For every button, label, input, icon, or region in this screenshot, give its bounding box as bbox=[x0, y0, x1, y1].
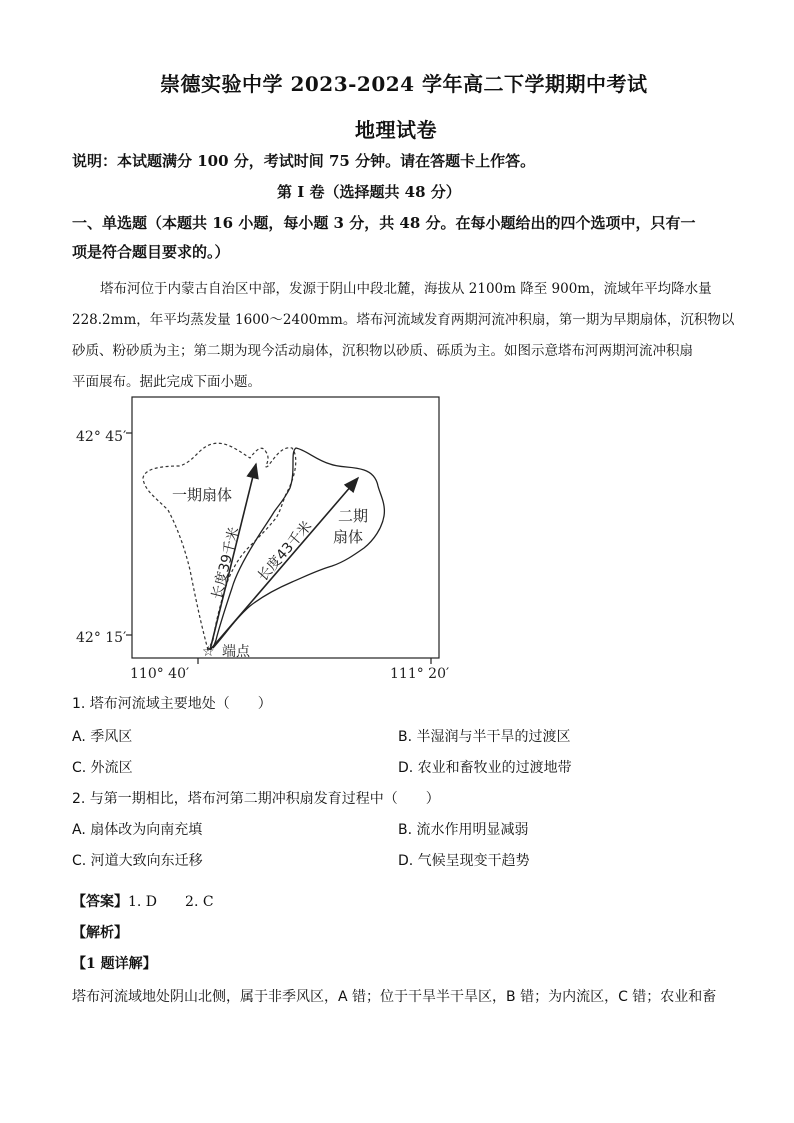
exam-title: 崇德实验中学 2023-2024 学年高二下学期期中考试 bbox=[160, 72, 648, 96]
option-1c[interactable]: C. 外流区 bbox=[72, 760, 133, 776]
endpoint-star-icon: ☆ bbox=[202, 644, 215, 660]
passage-line: 228.2mm，年平均蒸发量 1600～2400mm。塔布河流域发育两期河流冲积扇，第一期为早期扇体，沉积物以 bbox=[72, 312, 735, 328]
option-2a[interactable]: A. 扇体改为向南充填 bbox=[72, 822, 203, 838]
option-1b[interactable]: B. 半湿润与半干旱的过渡区 bbox=[398, 729, 571, 745]
passage-line: 砂质、粉砂质为主；第二期为现今活动扇体，沉积物以砂质、砾质为主。如图示意塔布河两期河流冲积扇 bbox=[72, 343, 693, 359]
map-frame bbox=[132, 397, 439, 658]
fan1-label: 一期扇体 bbox=[172, 486, 233, 504]
option-2d[interactable]: D. 气候呈现变干趋势 bbox=[398, 853, 530, 869]
section-heading-line2: 项是符合题目要求的。） bbox=[72, 243, 230, 261]
fan2-label: 二期 bbox=[338, 507, 369, 525]
arrow1-length-label: 长度39千米 bbox=[209, 525, 243, 601]
lat-label-bottom: 42° 15′ bbox=[76, 630, 127, 646]
option-1d[interactable]: D. 农业和畜牧业的过渡地带 bbox=[398, 760, 572, 776]
section-heading-line1: 一、单选题（本题共 16 小题，每小题 3 分，共 48 分。在每小题给出的四个选项中，只有一 bbox=[72, 214, 696, 232]
lon-label-right: 111° 20′ bbox=[390, 666, 450, 682]
arrow2-length-label: 长度43千米 bbox=[254, 518, 316, 585]
question-2-stem: 2. 与第一期相比，塔布河第二期冲积扇发育过程中（ ） bbox=[72, 791, 440, 807]
lon-label-left: 110° 40′ bbox=[130, 666, 190, 682]
analysis-tag: 【解析】 bbox=[72, 925, 128, 941]
instructions: 说明：本试题满分 100 分，考试时间 75 分钟。请在答题卡上作答。 bbox=[72, 152, 536, 170]
fan2-label: 扇体 bbox=[333, 528, 364, 546]
question-1-stem: 1. 塔布河流域主要地处（ ） bbox=[72, 696, 272, 712]
answer-line bbox=[72, 891, 214, 911]
answer-text: 1. D 2. C bbox=[128, 894, 214, 910]
passage-line: 平面展布。据此完成下面小题。 bbox=[72, 374, 261, 390]
part-title: 第 I 卷（选择题共 48 分） bbox=[277, 183, 461, 201]
alluvial-fan-map bbox=[76, 390, 450, 686]
answer-tag: 【答案】 bbox=[72, 894, 128, 910]
exam-subtitle: 地理试卷 bbox=[355, 118, 437, 142]
lat-label-top: 42° 45′ bbox=[76, 429, 127, 445]
option-2b[interactable]: B. 流水作用明显减弱 bbox=[398, 822, 529, 838]
passage-line: 塔布河位于内蒙古自治区中部，发源于阴山中段北麓，海拔从 2100m 降至 900m，流域年平均降水量 bbox=[100, 281, 712, 297]
endpoint-label: 端点 bbox=[222, 644, 250, 660]
option-2c[interactable]: C. 河道大致向东迁移 bbox=[72, 853, 203, 869]
fan1-outline bbox=[143, 443, 296, 650]
detail-tag: 【1 题详解】 bbox=[72, 956, 157, 972]
option-1a[interactable]: A. 季风区 bbox=[72, 729, 133, 745]
detail-text: 塔布河流域地处阴山北侧，属于非季风区，A 错；位于干旱半干旱区，B 错；为内流区，C 错；农业和畜 bbox=[72, 989, 717, 1005]
